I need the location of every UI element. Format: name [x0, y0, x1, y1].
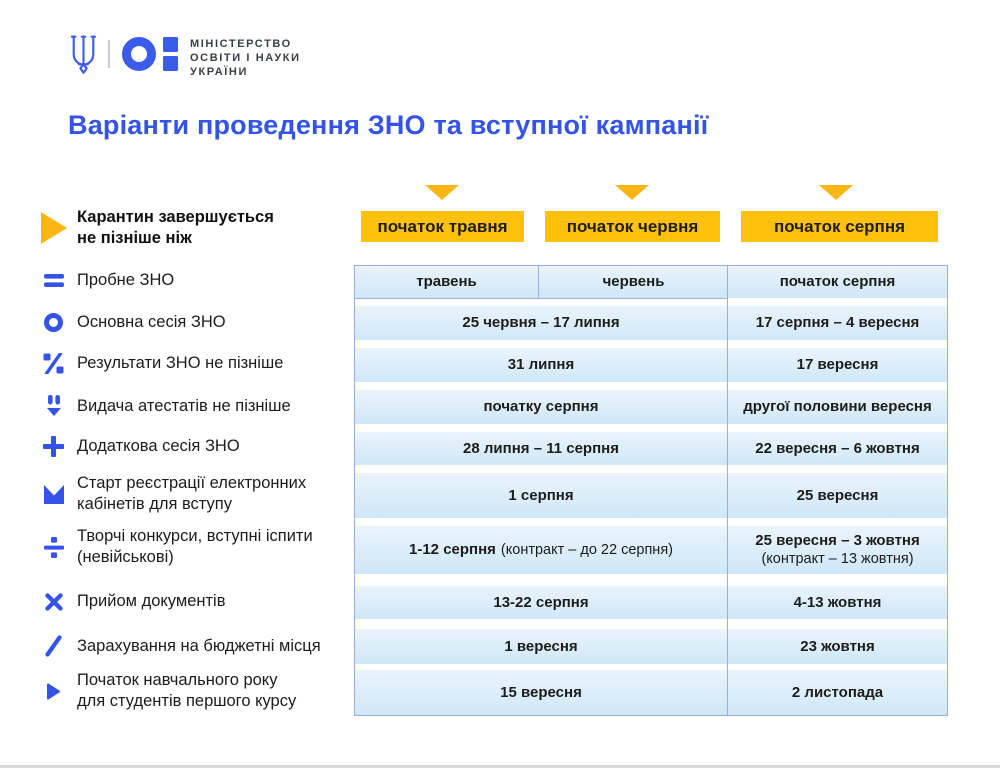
table-cell-left: 1 серпня: [355, 473, 727, 518]
play-triangle-icon: [40, 212, 67, 244]
scenario-badge-may: початок травня: [361, 211, 524, 242]
legend-item-tvorchi-konkursy: Творчі конкурси, вступні іспити (невійськові): [40, 526, 313, 568]
table-cell-right: 25 вересня – 3 жовтня (контракт – 13 жовтня): [728, 526, 947, 574]
triangle-down-icon: [615, 185, 649, 200]
timeline-table: [354, 265, 948, 716]
triangle-down-icon: [425, 185, 459, 200]
mon-logo-square-icon: [163, 56, 178, 71]
col-header-august: початок серпня: [728, 266, 947, 298]
col-header-may: травень: [355, 266, 539, 299]
table-cell-left: 15 вересня: [355, 670, 727, 715]
table-cell-right: 17 вересня: [728, 348, 947, 382]
legend-item-rezultaty-zno: Результати ЗНО не пізніше: [40, 353, 283, 374]
slash-icon: [40, 635, 67, 657]
triangle-down-icon: [819, 185, 853, 200]
scenario-badge-june: початок червня: [545, 211, 720, 242]
mon-logo-ring-icon: [122, 37, 156, 71]
play-icon: [40, 683, 67, 700]
certificate-arrow-icon: [40, 395, 67, 417]
table-cell-right: 23 жовтня: [728, 629, 947, 664]
legend-item-osnovna-sesiya: Основна сесія ЗНО: [40, 312, 226, 333]
table-cell-left: початку серпня: [355, 390, 727, 424]
percent-icon: [40, 353, 67, 374]
table-cell-left: 28 липня – 11 серпня: [355, 432, 727, 465]
table-cell-right: 22 вересня – 6 жовтня: [728, 432, 947, 465]
mon-logo-square-icon: [163, 37, 178, 52]
column-divider: [727, 266, 728, 715]
table-cell-right: другої половини вересня: [728, 390, 947, 424]
table-cell-right: 17 серпня – 4 вересня: [728, 306, 947, 340]
logo-divider: [108, 40, 110, 68]
legend-item-quarantine: Карантин завершується не пізніше ніж: [40, 207, 274, 249]
contract-note: (контракт – 13 жовтня): [761, 551, 914, 567]
scenario-badge-august: початок серпня: [741, 211, 938, 242]
table-cell-right: 25 вересня: [728, 473, 947, 518]
table-cell-right: 4-13 жовтня: [728, 586, 947, 619]
legend-item-start-reyestratsiyi: Старт реєстрації електронних кабінетів для вступу: [40, 473, 306, 515]
legend-item-pochatok-roku: Початок навчального року для студентів першого курсу: [40, 670, 296, 712]
legend-item-dodatkova-sesiya: Додаткова сесія ЗНО: [40, 436, 240, 457]
legend-item-zarakhuvannia: Зарахування на бюджетні місця: [40, 635, 321, 657]
table-cell-left: 1 вересня: [355, 629, 727, 664]
legend-item-pryiom-dokumentiv: Прийом документів: [40, 591, 225, 612]
equals-icon: [40, 273, 67, 288]
legend-item-probne-zno: Пробне ЗНО: [40, 270, 174, 291]
contract-note: (контракт – до 22 серпня): [500, 542, 673, 558]
ring-icon: [40, 313, 67, 332]
multiply-icon: [40, 593, 67, 611]
flag-m-icon: [40, 485, 67, 504]
legend-item-vydacha-atestativ: Видача атестатів не пізніше: [40, 395, 291, 417]
table-cell-left: 1-12 серпня (контракт – до 22 серпня): [355, 526, 727, 574]
table-cell-right: 2 листопада: [728, 670, 947, 715]
page-title: Варіанти проведення ЗНО та вступної кампанії: [68, 110, 709, 140]
ministry-name: МІНІСТЕРСТВО ОСВІТИ І НАУКИ УКРАЇНИ: [190, 38, 301, 78]
table-cell-left: 13-22 серпня: [355, 586, 727, 619]
table-cell-left: 31 липня: [355, 348, 727, 382]
col-header-june: червень: [539, 266, 728, 299]
trident-icon: [68, 34, 99, 75]
plus-icon: [40, 436, 67, 457]
table-cell-left: 25 червня – 17 липня: [355, 306, 727, 340]
divide-icon: [40, 537, 67, 558]
